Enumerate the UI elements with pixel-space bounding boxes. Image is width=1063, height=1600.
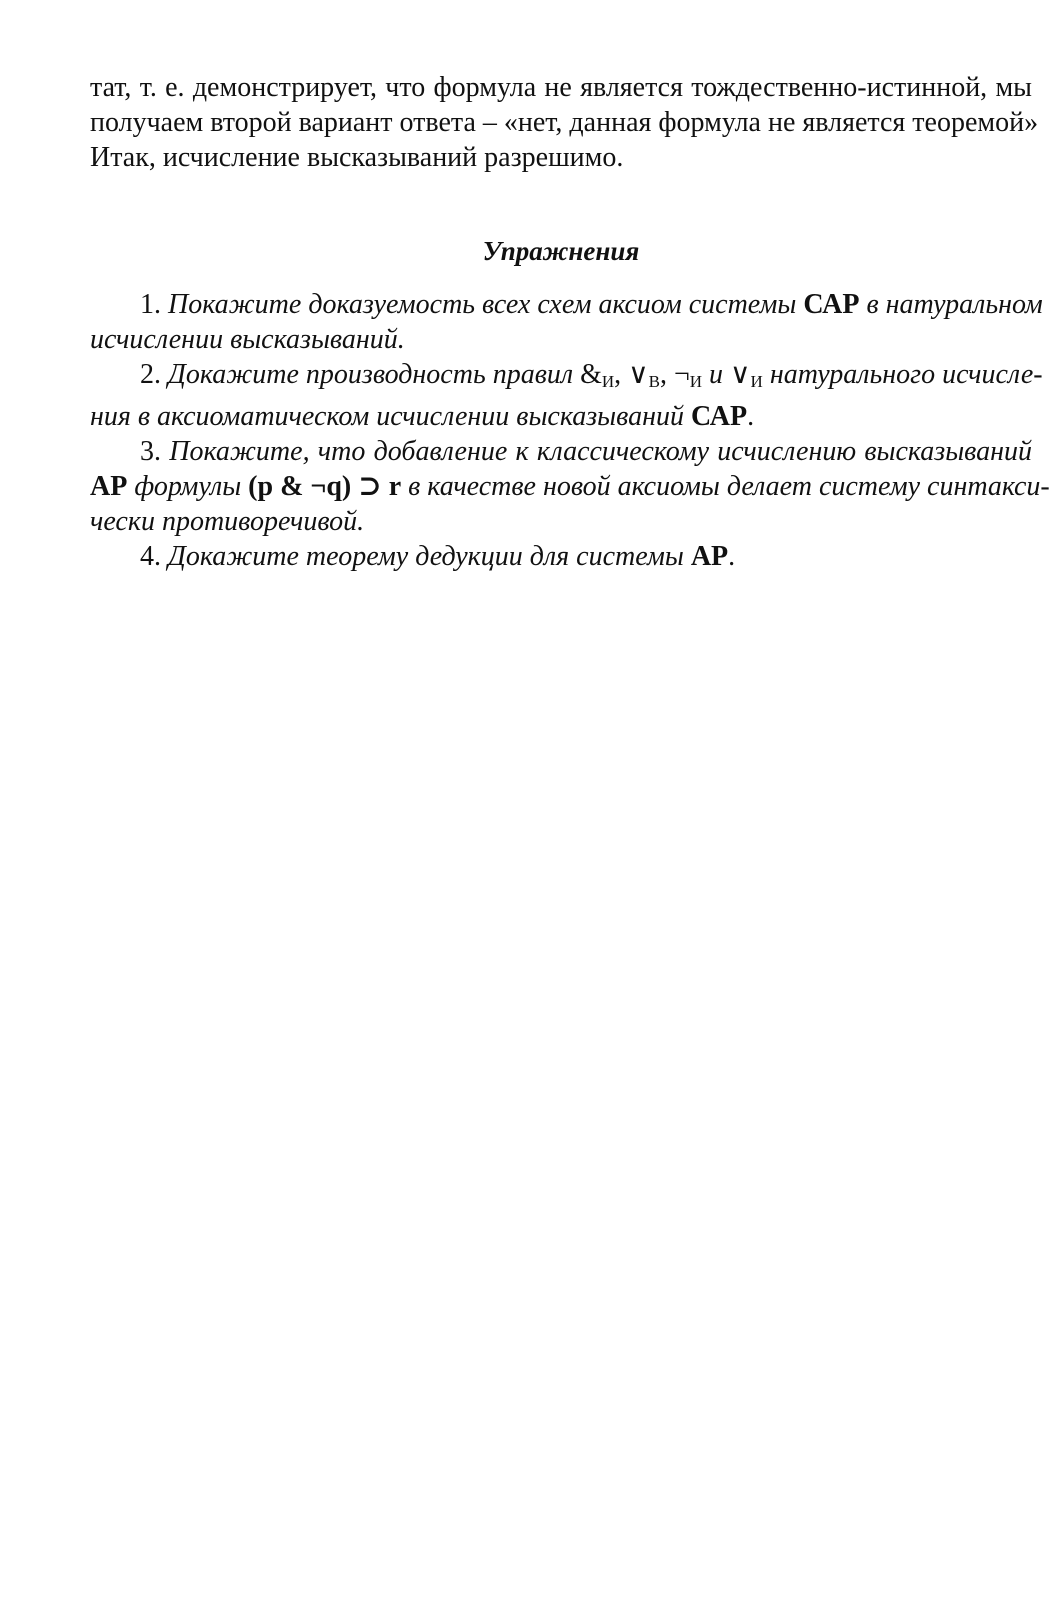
intro-line-3: Итак, исчисление высказываний разрешимо. — [90, 142, 624, 173]
conjunction-word: и — [709, 359, 724, 390]
intro-paragraph — [90, 70, 1039, 175]
exercise-1-line-2: исчислении высказываний. — [90, 324, 405, 355]
period: . — [747, 401, 755, 432]
exercise-2-line-1: 2. Докажите производность правил $\&_И$, $\vee_В$, $\neg_И$ и $\vee_И$ натурального исчисле- — [140, 359, 1043, 391]
page — [90, 70, 1050, 574]
exercise-4 — [90, 539, 1032, 574]
rule-symbol: ∨ — [628, 359, 649, 390]
exercise-number: 1. — [140, 289, 161, 320]
system-name: САР — [690, 401, 748, 432]
exercise-number: 3. — [140, 436, 161, 467]
rule-subscript: И — [689, 372, 703, 391]
exercise-3-line-2 — [90, 469, 1050, 504]
rule-subscript: И — [750, 372, 763, 391]
exercise-text: в качестве новой аксиомы делает систему синтакси- — [408, 471, 1050, 502]
exercise-text: Докажите теорему дедукции для системы — [168, 541, 684, 572]
period: . — [728, 541, 736, 572]
rule-subscript: И — [601, 372, 615, 391]
rule-subscript: В — [648, 372, 660, 391]
exercise-1-line-1 — [90, 287, 1043, 322]
exercise-text: натурального исчисле- — [769, 359, 1043, 390]
exercise-2-line-2 — [90, 399, 1032, 434]
system-name: АР — [690, 541, 729, 572]
exercise-3 — [90, 434, 1050, 539]
system-name: САР — [803, 289, 860, 320]
exercise-number: 4. — [140, 541, 161, 572]
intro-line-1: тат, т. е. демонстрирует, что формула не является тождественно-истинной, мы — [90, 72, 1032, 103]
exercise-2 — [90, 357, 1043, 434]
rule-symbol: ∨ — [730, 359, 751, 390]
exercise-text: формулы — [134, 471, 242, 502]
exercise-3-line-1 — [90, 434, 1032, 469]
system-name: АР — [90, 471, 128, 502]
exercise-3-line-3: чески противоречивой. — [90, 506, 365, 537]
exercise-text: ния в аксиоматическом исчислении высказываний — [90, 401, 684, 432]
exercise-number: 2. — [140, 359, 161, 390]
rule-symbol: ¬ — [673, 359, 690, 390]
exercise-text: Покажите, что добавление к классическому исчислению высказываний — [169, 436, 1033, 467]
exercise-4-line-1 — [90, 539, 1032, 574]
exercise-text: в натуральном — [866, 289, 1043, 320]
exercise-text: Докажите производность правил — [168, 359, 574, 390]
formula: (p & ¬q) ⊃ r — [248, 471, 402, 502]
section-heading: Упражнения — [482, 236, 640, 266]
exercise-text: Покажите доказуемость всех схем аксиом системы — [168, 289, 797, 320]
exercise-list — [90, 287, 1050, 574]
rule-symbol: & — [580, 359, 602, 390]
intro-line-2: получаем второй вариант ответа – «нет, данная формула не является теоремой» — [90, 107, 1039, 138]
exercise-1 — [90, 287, 1043, 357]
